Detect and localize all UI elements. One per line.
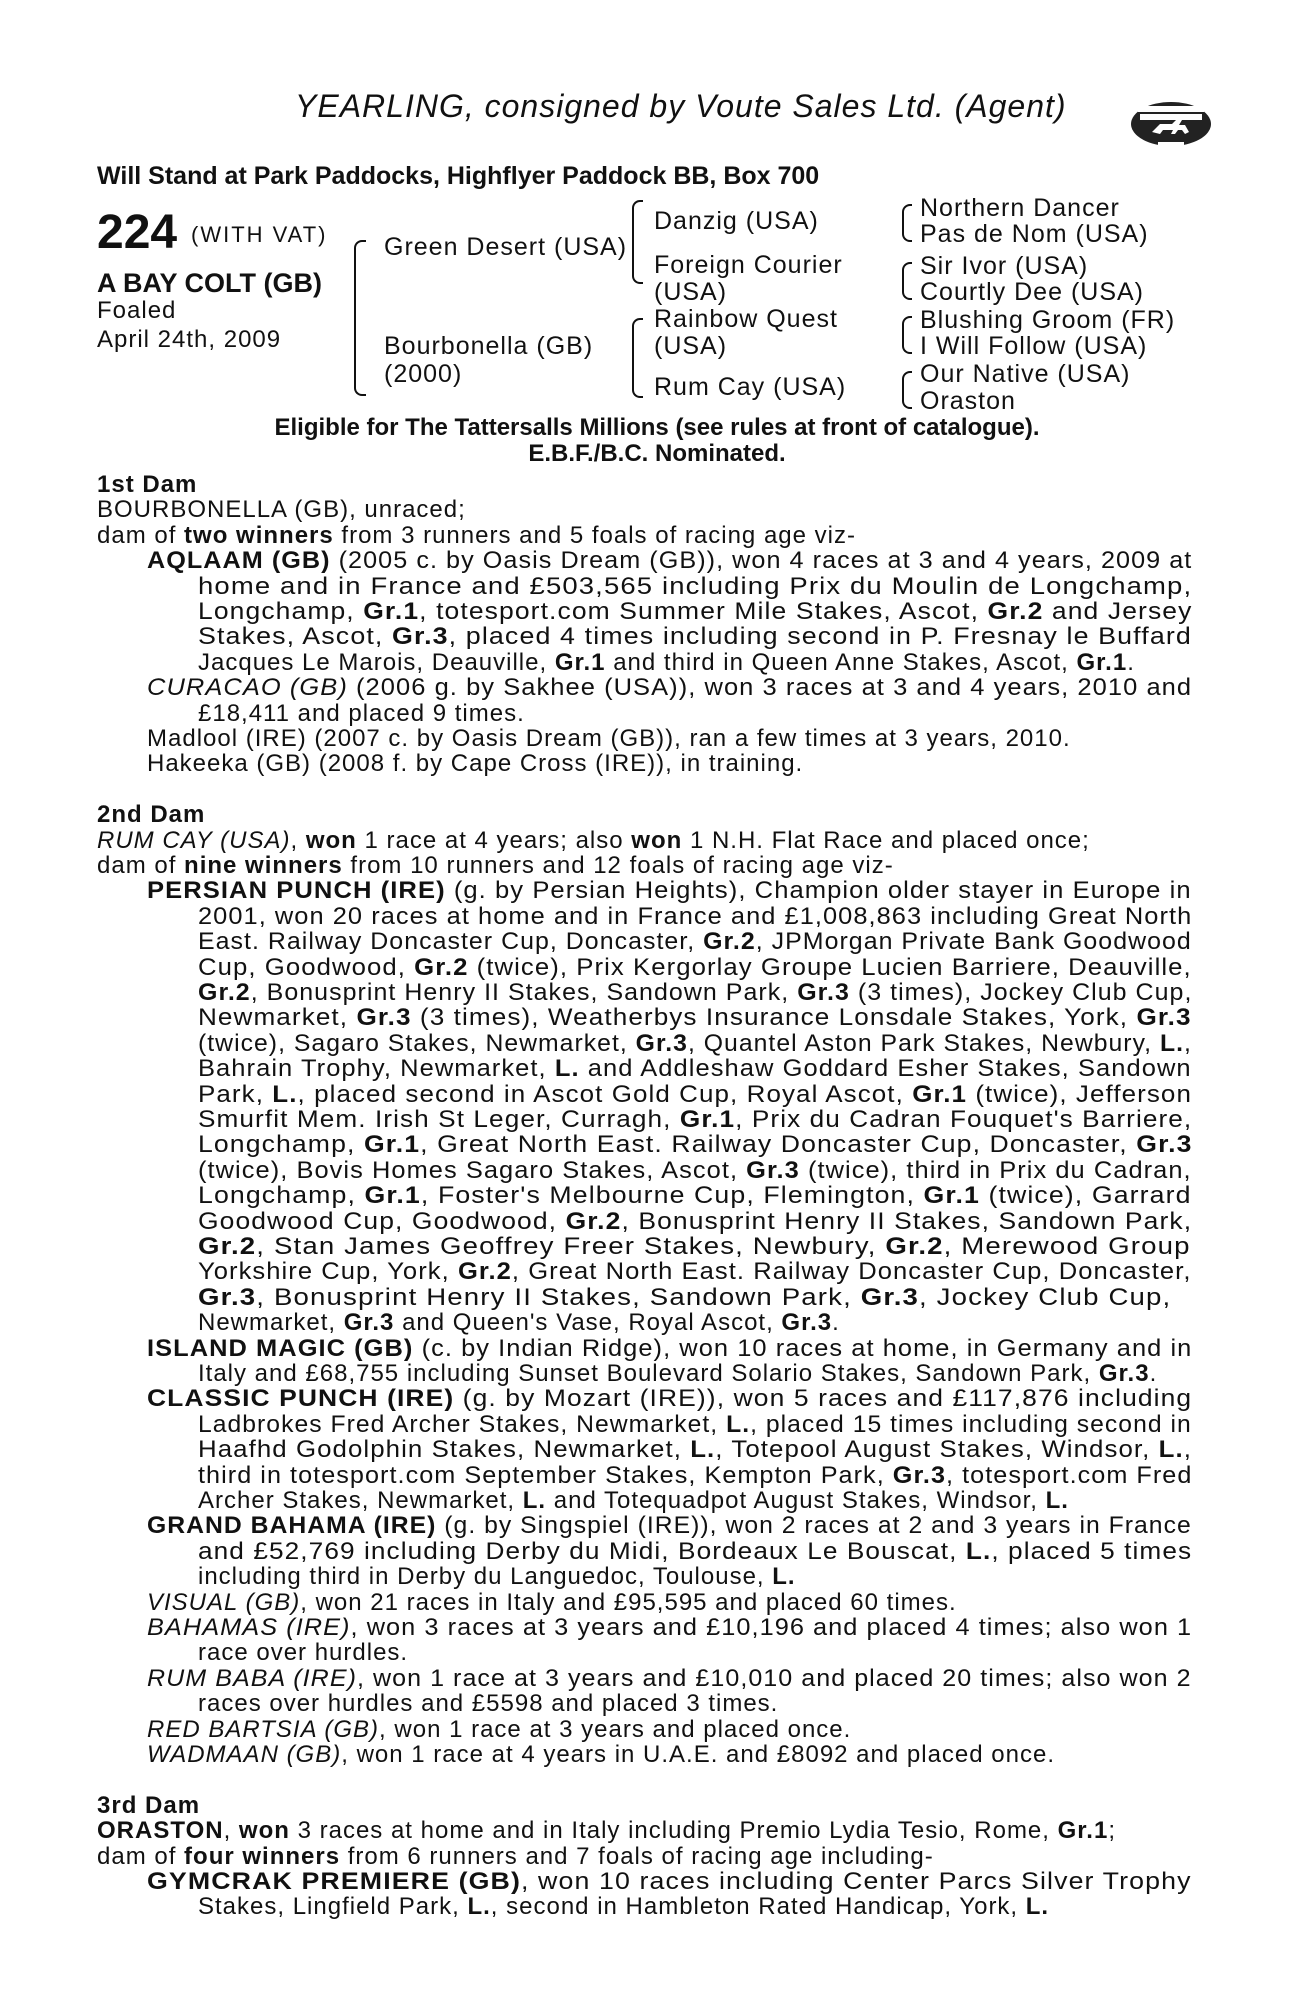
- pedigree-dam-year: (2000): [384, 360, 463, 388]
- text-run: Jacques Le Marois, Deauville,: [198, 648, 555, 676]
- body-line: [198, 1539, 1192, 1564]
- text-run: Newmarket,: [198, 1004, 357, 1032]
- body-line: [198, 1031, 1192, 1056]
- bold-text: won: [238, 1817, 290, 1845]
- bold-text: Gr.3: [1098, 1360, 1150, 1387]
- text-run: Smurfit Mem. Irish St Leger, Curragh,: [198, 1106, 680, 1133]
- vat-note: (WITH VAT): [191, 222, 328, 247]
- text-run: , totesport.com Summer Mile Stakes, Ascot,: [419, 598, 988, 625]
- text-run: and Queen's Vase, Royal Ascot,: [394, 1309, 782, 1337]
- pedigree-ggs: Our Native (USA): [920, 360, 1131, 388]
- nomination-line: E.B.F./B.C. Nominated.: [528, 440, 786, 467]
- text-run: 1 race at 4 years; also: [356, 826, 632, 854]
- body-line: [97, 1844, 934, 1869]
- bold-text: Gr.2: [457, 1258, 512, 1286]
- body-line: [198, 1056, 1192, 1081]
- text-run: (twice), Sagaro Stakes, Newmarket,: [198, 1029, 636, 1057]
- text-run: dam of: [97, 1842, 185, 1870]
- body-line: [147, 548, 1192, 573]
- foaled-label: Foaled: [97, 297, 177, 324]
- body-line: [198, 1412, 1192, 1437]
- text-run: , Prix du Cadran Fouquet's Barriere,: [735, 1106, 1193, 1133]
- pedigree-ggs: Sir Ivor (USA): [920, 252, 1089, 280]
- text-run: , Foster's Melbourne Cup, Flemington,: [420, 1182, 924, 1210]
- body-line: [97, 497, 466, 522]
- text-run: , won 10 races including Center Parcs Silver Trophy: [520, 1868, 1192, 1895]
- text-run: Bahrain Trophy, Newmarket,: [198, 1055, 555, 1083]
- bold-text: PERSIAN PUNCH (IRE): [147, 877, 446, 905]
- pedigree-brace: [902, 316, 912, 354]
- pedigree-brace: [902, 204, 912, 242]
- text-run: Park,: [198, 1080, 273, 1108]
- text-run: (2006 g. by Sakhee (USA)), won 3 races at 3 and 4 years, 2010 and: [347, 674, 1193, 702]
- body-line: [198, 1463, 1192, 1488]
- yearling-bonus-logo: [1130, 98, 1212, 154]
- text-run: , Great North East. Railway Doncaster Cup, Doncaster,: [511, 1258, 1192, 1286]
- bold-text: ISLAND MAGIC (GB): [147, 1334, 414, 1362]
- text-run: , totesport.com Fred: [946, 1461, 1193, 1489]
- bold-text: Gr.2: [885, 1233, 944, 1260]
- text-run: Longchamp,: [198, 598, 364, 625]
- body-line: [198, 1437, 1192, 1462]
- bold-text: two winners: [184, 521, 334, 549]
- body-line: [198, 1082, 1192, 1107]
- bold-text: L.: [1159, 1029, 1185, 1057]
- bold-text: L.: [1025, 1893, 1050, 1921]
- text-run: (twice), Prix Kergorlay Groupe Lucien Barriere, Deauville,: [468, 953, 1192, 981]
- text-run: , Totepool August Stakes, Windsor,: [715, 1436, 1159, 1464]
- text-run: Stakes, Ascot,: [198, 623, 393, 651]
- body-line: [147, 751, 803, 776]
- bold-text: Gr.2: [198, 979, 251, 1006]
- bold-text: 3rd Dam: [97, 1791, 201, 1819]
- bold-text: L.: [1158, 1436, 1184, 1464]
- text-run: , Jockey Club Cup,: [919, 1283, 1172, 1311]
- italic-text: WADMAAN (GB): [147, 1741, 342, 1768]
- text-run: (2005 c. by Oasis Dream (GB)), won 4 races at 3 and 4 years, 2009 at: [330, 547, 1193, 575]
- page-header: YEARLING, consigned by Voute Sales Ltd. (Agent): [295, 88, 1067, 124]
- bold-text: Gr.2: [565, 1207, 622, 1235]
- bold-text: Gr.1: [679, 1106, 736, 1133]
- bold-text: Gr.1: [363, 598, 420, 625]
- text-run: , Stan James Geoffrey Freer Stakes, Newbury,: [256, 1233, 886, 1260]
- bold-text: Gr.3: [343, 1309, 395, 1337]
- body-line: [198, 1132, 1192, 1157]
- bold-text: L.: [726, 1410, 751, 1438]
- pedigree-dam-sire: Rainbow Quest: [654, 305, 838, 333]
- pedigree-brace: [902, 371, 912, 409]
- pedigree-sire-sire: Danzig (USA): [654, 207, 819, 235]
- bold-text: Gr.1: [363, 1131, 421, 1159]
- bold-text: Gr.1: [1057, 1817, 1109, 1845]
- body-line: [147, 675, 1192, 700]
- text-run: third in totesport.com September Stakes, Kempton Park,: [198, 1461, 893, 1489]
- body-line: [147, 1590, 957, 1615]
- bold-text: L.: [965, 1537, 992, 1565]
- text-run: Cup, Goodwood,: [198, 953, 415, 981]
- text-run: (twice), third in Prix du Cadran,: [799, 1156, 1192, 1184]
- text-run: , Bonusprint Henry II Stakes, Sandown Park,: [256, 1283, 861, 1311]
- text-run: ,: [223, 1817, 239, 1845]
- pedigree-dam-dam: Rum Cay (USA): [654, 373, 847, 401]
- text-run: , placed second in Ascot Gold Cup, Royal Ascot,: [297, 1080, 913, 1108]
- bold-text: L.: [522, 1487, 547, 1514]
- pedigree-sire-dam: Foreign Courier: [654, 251, 843, 279]
- text-run: Archer Stakes, Newmarket,: [198, 1487, 523, 1514]
- text-run: , won 3 races at 3 years and £10,196 and placed 4 times; also won 1: [350, 1614, 1193, 1641]
- bold-text: Gr.2: [703, 928, 756, 956]
- body-line: [97, 523, 856, 548]
- bold-text: Gr.3: [860, 1283, 920, 1311]
- text-run: , Great North East. Railway Doncaster Cup, Doncaster,: [420, 1131, 1137, 1159]
- bold-text: Gr.2: [987, 598, 1044, 625]
- pedigree-ggs: Oraston: [920, 387, 1016, 415]
- text-run: and Totequadpot August Stakes, Windsor,: [546, 1487, 1046, 1514]
- eligibility-note: [0, 415, 1314, 467]
- text-run: home and in France and £503,565 including Prix du Moulin de Longchamp,: [198, 572, 1193, 600]
- bold-text: Gr.1: [554, 648, 606, 676]
- bold-text: CLASSIC PUNCH (IRE): [147, 1385, 455, 1413]
- text-run: (g. by Singspiel (IRE)), won 2 races at 2 and 3 years in France: [436, 1512, 1192, 1540]
- text-run: Longchamp,: [198, 1131, 364, 1159]
- bold-text: L.: [1045, 1487, 1069, 1514]
- bold-text: L.: [467, 1893, 491, 1921]
- bold-text: won: [631, 826, 683, 854]
- pedigree-brace: [902, 262, 912, 300]
- pedigree-brace: [632, 200, 643, 284]
- text-run: 2001, won 20 races at home and in France and £1,008,863 including Great North: [198, 902, 1193, 930]
- bold-text: won: [305, 826, 357, 854]
- text-run: (g. by Mozart (IRE)), won 5 races and £117,876 including: [454, 1385, 1193, 1413]
- text-run: races over hurdles and £5598 and placed 3 times.: [198, 1690, 779, 1718]
- text-run: , Bonusprint Henry II Stakes, Sandown Park,: [621, 1207, 1193, 1235]
- body-line: [198, 904, 1192, 929]
- text-run: , JPMorgan Private Bank Goodwood: [755, 928, 1192, 956]
- bold-text: Gr.3: [356, 1004, 412, 1032]
- text-run: (twice), Jefferson: [967, 1080, 1192, 1108]
- body-line: [147, 1513, 1192, 1538]
- bold-text: Gr.1: [1076, 648, 1128, 676]
- text-run: ;: [1108, 1817, 1116, 1845]
- italic-text: RUM CAY (USA): [97, 826, 291, 854]
- text-run: .: [832, 1309, 840, 1337]
- body-line: [198, 929, 1192, 954]
- italic-text: VISUAL (GB): [147, 1588, 301, 1616]
- text-run: , Merewood Group: [943, 1233, 1191, 1260]
- bold-text: AQLAAM (GB): [147, 547, 331, 575]
- eligibility-line: Eligible for The Tattersalls Millions (see rules at front of catalogue).: [274, 414, 1040, 441]
- text-run: , won 21 races in Italy and £95,595 and placed 60 times.: [300, 1588, 957, 1616]
- bold-text: nine winners: [184, 852, 343, 879]
- body-line: [198, 1564, 796, 1589]
- text-run: Yorkshire Cup, York,: [198, 1258, 458, 1286]
- text-run: Newmarket,: [198, 1309, 344, 1337]
- text-run: Stakes, Lingfield Park,: [198, 1893, 468, 1921]
- body-line: [97, 1818, 1116, 1843]
- body-line: [147, 1386, 1192, 1411]
- text-run: (c. by Indian Ridge), won 10 races at home, in Germany and in: [413, 1334, 1193, 1362]
- body-line: [198, 1259, 1192, 1284]
- body-line: [198, 624, 1192, 649]
- bold-text: Gr.3: [892, 1461, 947, 1489]
- text-run: (twice), Garrard: [979, 1182, 1192, 1210]
- text-run: , won 1 race at 3 years and placed once.: [379, 1715, 852, 1743]
- body-line: [198, 701, 525, 726]
- text-run: race over hurdles.: [198, 1639, 409, 1667]
- bold-text: Gr.3: [392, 623, 449, 651]
- text-run: dam of: [97, 521, 185, 549]
- text-run: £18,411 and placed 9 times.: [198, 699, 525, 727]
- body-line: [198, 574, 1192, 599]
- bold-text: Gr.3: [781, 1309, 833, 1337]
- body-line: [198, 1183, 1192, 1208]
- body-line: [147, 726, 1071, 751]
- bold-text: Gr.3: [1136, 1131, 1193, 1159]
- body-line: [198, 1691, 778, 1716]
- body-line: [198, 1107, 1192, 1132]
- pedigree-ggs: I Will Follow (USA): [920, 332, 1148, 360]
- text-run: Italy and £68,755 including Sunset Boulevard Solario Stakes, Sandown Park,: [198, 1360, 1099, 1387]
- body-line: [97, 472, 197, 497]
- lot-number: 224: [97, 206, 178, 259]
- body-line: [198, 1361, 1157, 1386]
- italic-text: RED BARTSIA (GB): [147, 1715, 380, 1743]
- body-line: [198, 1209, 1192, 1234]
- bold-text: Gr.3: [1136, 1004, 1192, 1032]
- body-line: [147, 1869, 1192, 1894]
- text-run: , placed 4 times including second in P. Fresnay le Buffard: [448, 623, 1192, 651]
- text-run: and third in Queen Anne Stakes, Ascot,: [605, 648, 1077, 676]
- text-run: Hakeeka (GB) (2008 f. by Cape Cross (IRE)), in training.: [147, 750, 804, 778]
- text-run: (3 times), Jockey Club Cup,: [849, 979, 1193, 1006]
- text-run: BOURBONELLA (GB), unraced;: [97, 496, 466, 524]
- text-run: , Bonusprint Henry II Stakes, Sandown Park,: [250, 979, 798, 1006]
- text-run: Longchamp,: [198, 1182, 365, 1210]
- body-line: [97, 853, 894, 878]
- pedigree-dam-sire-2: (USA): [654, 332, 728, 360]
- bold-text: 2nd Dam: [97, 801, 206, 829]
- bold-text: 1st Dam: [97, 471, 198, 498]
- body-line: [147, 1615, 1192, 1640]
- bold-text: Gr.1: [912, 1080, 968, 1108]
- text-run: ,: [290, 826, 306, 854]
- body-line: [198, 1310, 840, 1335]
- bold-text: L.: [554, 1055, 580, 1083]
- text-run: , second in Hambleton Rated Handicap, York,: [490, 1893, 1026, 1921]
- body-line: [198, 955, 1192, 980]
- pedigree-ggs: Northern Dancer: [920, 194, 1120, 222]
- stand-location: Will Stand at Park Paddocks, Highflyer Paddock BB, Box 700: [97, 162, 820, 190]
- bold-text: GRAND BAHAMA (IRE): [147, 1512, 437, 1540]
- pedigree-ggs: Pas de Nom (USA): [920, 220, 1149, 248]
- foaled-date: [97, 296, 281, 354]
- pedigree-ggs: Courtly Dee (USA): [920, 278, 1144, 306]
- body-line: [198, 1894, 1049, 1919]
- bold-text: ORASTON: [97, 1817, 224, 1845]
- text-run: 3 races at home and in Italy including Premio Lydia Tesio, Rome,: [289, 1817, 1058, 1845]
- text-run: from 3 runners and 5 foals of racing age viz-: [333, 521, 856, 549]
- body-line: [198, 1640, 408, 1665]
- text-run: Haafhd Godolphin Stakes, Newmarket,: [198, 1436, 691, 1464]
- text-run: and Jersey: [1043, 598, 1193, 625]
- body-line: [198, 1488, 1069, 1513]
- italic-text: RUM BABA (IRE): [147, 1664, 357, 1692]
- text-run: (twice), Bovis Homes Sagaro Stakes, Ascot,: [198, 1156, 747, 1184]
- text-run: from 6 runners and 7 foals of racing age including-: [340, 1842, 934, 1870]
- body-line: [147, 1742, 1055, 1767]
- body-line: [97, 802, 205, 827]
- text-run: dam of: [97, 852, 185, 879]
- body-line: [198, 1285, 1171, 1310]
- text-run: (3 times), Weatherbys Insurance Lonsdale Stakes, York,: [411, 1004, 1137, 1032]
- bold-text: L.: [690, 1436, 716, 1464]
- bold-text: four winners: [184, 1842, 341, 1870]
- bold-text: L.: [772, 1563, 796, 1591]
- text-run: 1 N.H. Flat Race and placed once;: [682, 826, 1090, 854]
- bold-text: Gr.3: [746, 1156, 800, 1184]
- pedigree-ggs: Blushing Groom (FR): [920, 306, 1176, 334]
- body-line: [147, 1666, 1192, 1691]
- text-run: , placed 5 times: [991, 1537, 1193, 1565]
- text-run: , won 1 race at 4 years in U.A.E. and £8092 and placed once.: [341, 1741, 1055, 1768]
- pedigree-brace: [354, 240, 366, 396]
- body-line: [198, 599, 1192, 624]
- bold-text: Gr.2: [198, 1233, 257, 1260]
- text-run: , won 1 race at 3 years and £10,010 and placed 20 times; also won 2: [356, 1664, 1192, 1692]
- body-line: [97, 1793, 200, 1818]
- text-run: Madlool (IRE) (2007 c. by Oasis Dream (GB)), ran a few times at 3 years, 2010.: [147, 725, 1071, 752]
- text-run: from 10 runners and 12 foals of racing age viz-: [342, 852, 894, 879]
- text-run: ,: [1183, 1436, 1192, 1464]
- body-line: [198, 1234, 1191, 1259]
- pedigree-sire: Green Desert (USA): [384, 233, 628, 261]
- pedigree-brace: [632, 318, 643, 398]
- bold-text: Gr.1: [364, 1182, 421, 1210]
- text-run: East. Railway Doncaster Cup, Doncaster,: [198, 928, 704, 956]
- body-line: [147, 1717, 851, 1742]
- text-run: , Quantel Aston Park Stakes, Newbury,: [687, 1029, 1160, 1057]
- text-run: , placed 15 times including second in: [750, 1410, 1192, 1438]
- bold-text: Gr.3: [635, 1029, 688, 1057]
- pedigree-sire-dam-2: (USA): [654, 278, 728, 306]
- body-line: [198, 1005, 1192, 1030]
- italic-text: BAHAMAS (IRE): [147, 1614, 351, 1641]
- text-run: and £52,769 including Derby du Midi, Bordeaux Le Bouscat,: [198, 1537, 966, 1565]
- bold-text: GYMCRAK PREMIERE (GB): [147, 1868, 521, 1895]
- text-run: .: [1149, 1360, 1158, 1387]
- text-run: ,: [1184, 1029, 1192, 1057]
- bold-text: Gr.3: [797, 979, 850, 1006]
- lot-title: A BAY COLT (GB): [97, 268, 323, 298]
- bold-text: Gr.1: [923, 1182, 980, 1210]
- body-line: [147, 878, 1192, 903]
- bold-text: Gr.2: [414, 953, 469, 981]
- text-run: and Addleshaw Goddard Esher Stakes, Sandown: [579, 1055, 1192, 1083]
- body-line: [198, 1158, 1192, 1183]
- body-line: [147, 1336, 1192, 1361]
- text-run: including third in Derby du Languedoc, Toulouse,: [198, 1563, 773, 1591]
- text-run: (g. by Persian Heights), Champion older stayer in Europe in: [445, 877, 1192, 905]
- body-line: [97, 828, 1090, 853]
- italic-text: CURACAO (GB): [147, 674, 348, 702]
- body-line: [198, 650, 1135, 675]
- foaled-value: April 24th, 2009: [97, 326, 282, 353]
- text-run: Ladbrokes Fred Archer Stakes, Newmarket,: [198, 1410, 727, 1438]
- pedigree-dam: Bourbonella (GB): [384, 332, 594, 360]
- text-run: .: [1127, 648, 1135, 676]
- body-line: [198, 980, 1192, 1005]
- bold-text: Gr.3: [198, 1283, 257, 1311]
- text-run: Goodwood Cup, Goodwood,: [198, 1207, 566, 1235]
- bold-text: L.: [272, 1080, 298, 1108]
